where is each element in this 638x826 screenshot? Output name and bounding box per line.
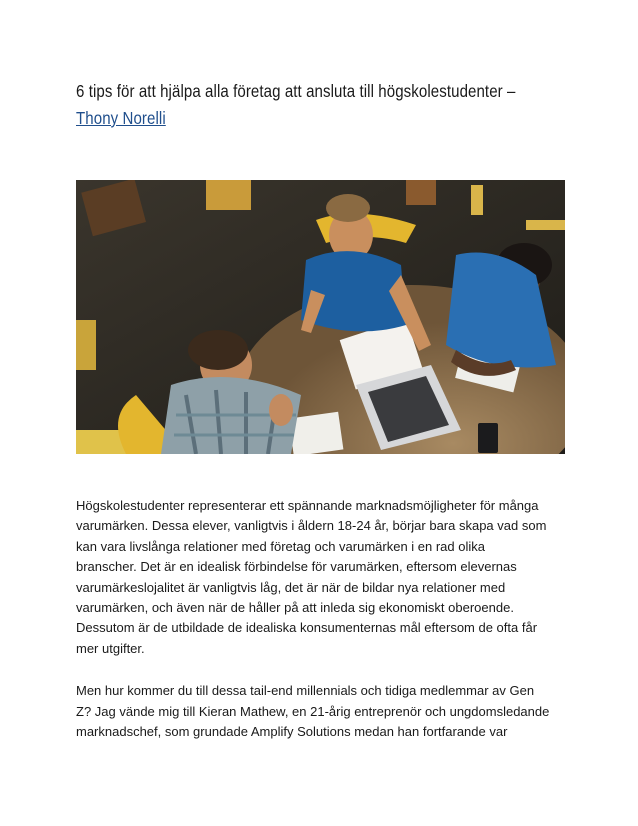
title-line-1: 6 tips för att hjälpa alla företag att ansluta till högskolestudenter –	[76, 81, 516, 101]
text-line: mer utgifter.	[76, 640, 145, 656]
photo-students-collaborating-icon	[76, 180, 565, 454]
text-line: varumärken, och även när de håller på att inleda sig ekonomiskt oberoende.	[76, 600, 514, 616]
paragraph-2	[76, 681, 566, 742]
author-link[interactable]: Thony Norelli	[76, 108, 166, 128]
article-photo	[76, 180, 565, 454]
text-line: Men hur kommer du till dessa tail-end millennials och tidiga medlemmar av Gen	[76, 683, 535, 699]
article-title	[76, 78, 516, 132]
text-line: kan vara livslånga relationer med företag och varumärken i en rad olika	[76, 538, 485, 554]
text-line: varumärken. Dessa elever, vanligtvis i åldern 18-24 år, börjar bara skapa vad som	[76, 518, 547, 534]
text-line: branscher. Det är en idealisk förbindelse för varumärken, eftersom elevernas	[76, 559, 517, 575]
text-line: Dessutom är de utbildade de idealiska konsumenternas mål eftersom de ofta får	[76, 620, 538, 636]
text-line: marknadschef, som grundade Amplify Solutions medan han fortfarande var	[76, 724, 508, 740]
paragraph-1	[76, 496, 566, 659]
text-line: Z? Jag vände mig till Kieran Mathew, en 21-årig entreprenör och ungdomsledande	[76, 703, 550, 719]
text-line: varumärkeslojalitet är vanligtvis låg, det är när de bildar nya relationer med	[76, 579, 506, 595]
text-line: Högskolestudenter representerar ett spännande marknadsmöjligheter för många	[76, 498, 539, 513]
article-body	[76, 496, 566, 764]
